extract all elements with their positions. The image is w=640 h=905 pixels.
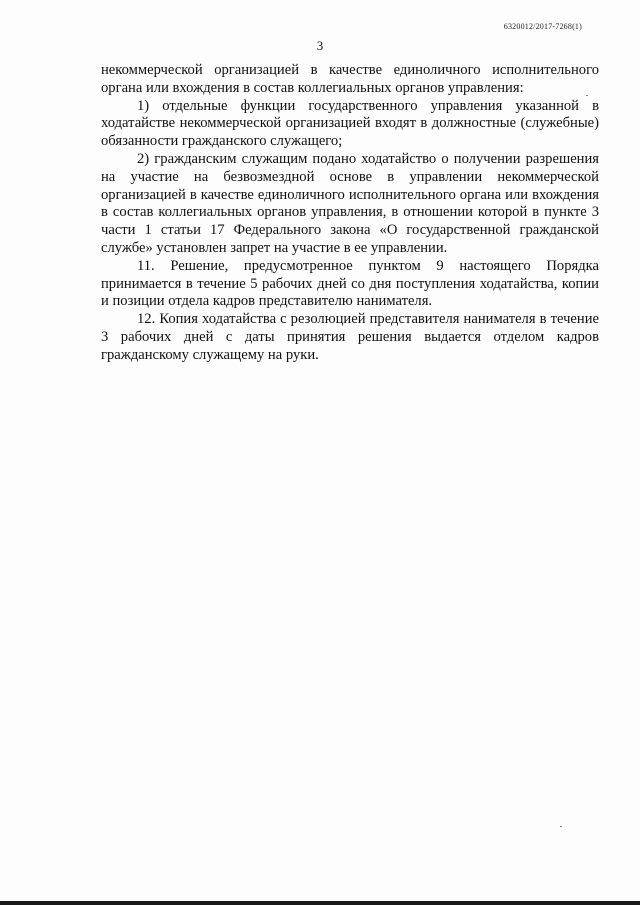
document-id: 6320012/2017-7268(1) [503,22,582,31]
paragraph-item-2: 2) гражданским служащим подано ходатайство о получении разрешения на участие на безвозмездной основе в управлении некоммерческой организацией в качестве единоличного исполнительного органа или вхождения в состав коллегиальных органов управления, в отношении которой в пункте 3 части 1 статьи 17 Федерального закона «О государственной гражданской службе» установлен запрет на участие в ее управлении. [101,150,599,256]
paragraph-item-1: 1) отдельные функции государственного управления указанной в ходатайстве некоммерческой организацией входят в должностные (служебные) обязанности гражданского служащего; [101,97,599,150]
scan-bottom-edge [0,901,640,905]
paragraph-continuation: некоммерческой организацией в качестве единоличного исполнительного органа или вхождения в состав коллегиальных органов управления: [101,62,599,96]
scan-speck [560,826,562,827]
scan-speck [586,95,588,96]
page-number: 3 [316,38,324,53]
document-body [101,62,599,365]
paragraph-clause-11: 11. Решение, предусмотренное пунктом 9 настоящего Порядка принимается в течение 5 рабочих дней со дня поступления ходатайства, копии и позиции отдела кадров представителю нанимателя. [101,257,599,310]
paragraph-clause-12: 12. Копия ходатайства с резолюцией представителя нанимателя в течение 3 рабочих дней с даты принятия решения выдается отделом кадров гражданскому служащему на руки. [101,311,599,363]
